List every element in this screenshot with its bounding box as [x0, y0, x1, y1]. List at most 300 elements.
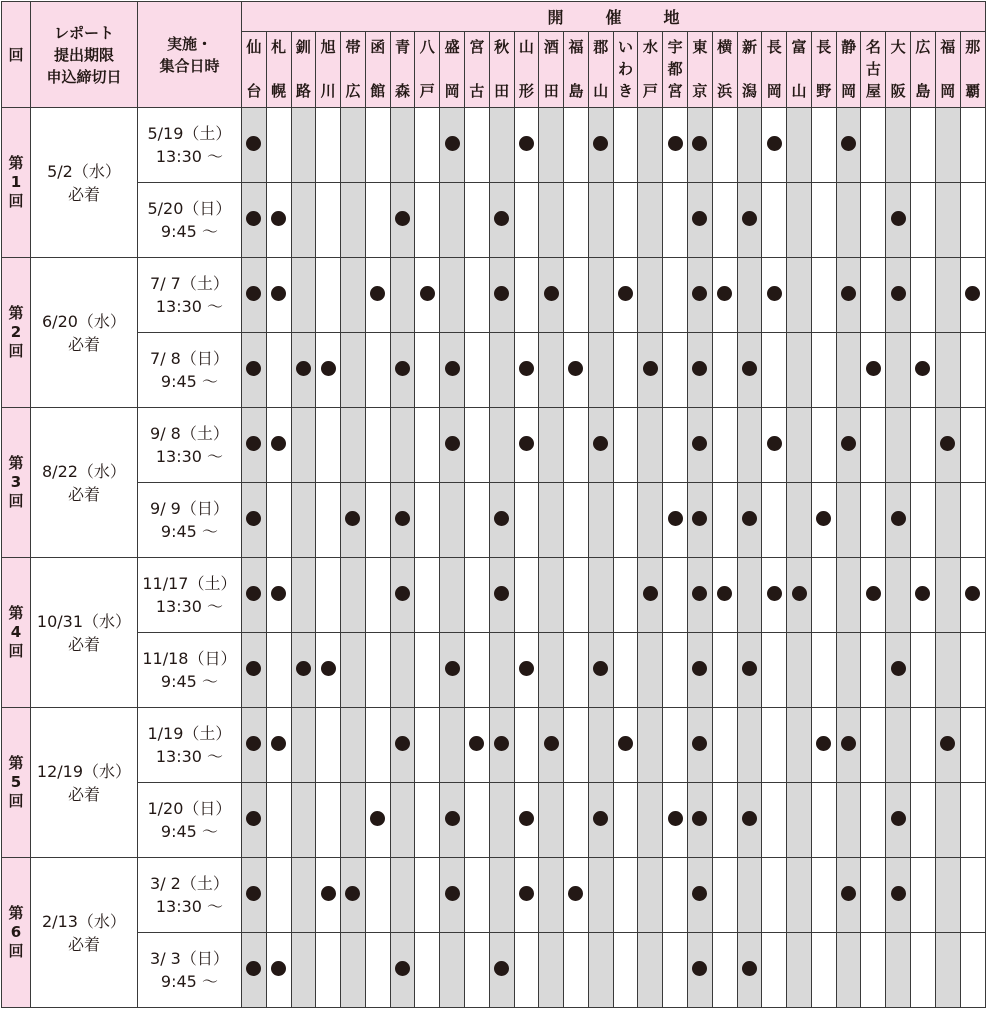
venue-cell [415, 783, 440, 858]
session-row [2, 333, 986, 408]
venue-cell [613, 783, 638, 858]
session-row [2, 108, 986, 183]
city-header [514, 32, 539, 108]
venue-cell [762, 783, 787, 858]
venue-cell [588, 483, 613, 558]
session-datetime [137, 483, 241, 558]
venue-cell [539, 633, 564, 708]
venue-cell [316, 558, 341, 633]
venue-cell [291, 483, 316, 558]
venue-dot-icon [891, 511, 906, 526]
venue-cell [935, 258, 960, 333]
venue-dot-icon [568, 361, 583, 376]
session-time: 9:45 ～ [160, 822, 218, 841]
venue-dot-icon [692, 286, 707, 301]
venue-cell [886, 483, 911, 558]
session-row [2, 258, 986, 333]
venue-cell [688, 933, 713, 1008]
session-date: 5/20（日） [147, 199, 232, 218]
venue-cell [811, 558, 836, 633]
venue-dot-icon [593, 811, 608, 826]
venue-cell [613, 108, 638, 183]
venue-cell [489, 483, 514, 558]
session-time: 13:30 ～ [155, 597, 224, 616]
session-time: 13:30 ～ [155, 747, 224, 766]
city-char: 福 [940, 38, 956, 56]
venue-cell [341, 783, 366, 858]
venue-cell [266, 408, 291, 483]
city-char: わ [618, 60, 634, 78]
venue-cell [464, 933, 489, 1008]
city-char: 島 [568, 82, 584, 100]
venue-dot-icon [395, 361, 410, 376]
venue-cell [316, 408, 341, 483]
venue-dot-icon [519, 436, 534, 451]
venue-cell [316, 633, 341, 708]
venue-cell [911, 408, 936, 483]
city-header [415, 32, 440, 108]
venue-dot-icon [593, 661, 608, 676]
city-char: 古 [469, 82, 485, 100]
venue-cell [316, 108, 341, 183]
session-time: 9:45 ～ [160, 522, 218, 541]
venue-cell [341, 708, 366, 783]
venue-cell [911, 633, 936, 708]
venue-cell [762, 333, 787, 408]
venue-dot-icon [321, 886, 336, 901]
venue-cell [241, 558, 266, 633]
venue-cell [960, 483, 985, 558]
venue-cell [613, 183, 638, 258]
venue-cell [341, 858, 366, 933]
venue-cell [514, 933, 539, 1008]
venue-cell [613, 483, 638, 558]
venue-cell [960, 333, 985, 408]
venue-cell [365, 933, 390, 1008]
venue-cell [935, 483, 960, 558]
venue-cell [613, 858, 638, 933]
session-datetime [137, 858, 241, 933]
venue-dot-icon [841, 136, 856, 151]
venue-cell [588, 783, 613, 858]
venue-cell [737, 183, 762, 258]
city-header [291, 32, 316, 108]
venue-cell [712, 783, 737, 858]
venue-dot-icon [494, 586, 509, 601]
venue-dot-icon [246, 436, 261, 451]
venue-cell [886, 858, 911, 933]
venue-cell [415, 858, 440, 933]
venue-cell [564, 558, 589, 633]
city-header [911, 32, 936, 108]
venue-dot-icon [767, 136, 782, 151]
city-char: 山 [791, 82, 807, 100]
venue-cell [811, 333, 836, 408]
venue-cell [886, 108, 911, 183]
venue-cell [861, 708, 886, 783]
venue-dot-icon [965, 286, 980, 301]
city-char: 釧 [295, 38, 311, 56]
venue-cell [911, 483, 936, 558]
venue-cell [588, 933, 613, 1008]
venue-cell [241, 408, 266, 483]
deadline-cell: 12/19（水） 必着 [30, 708, 137, 858]
venue-cell [365, 183, 390, 258]
venue-dot-icon [246, 661, 261, 676]
venue-cell [489, 633, 514, 708]
venue-cell [564, 933, 589, 1008]
venue-dot-icon [246, 886, 261, 901]
venue-cell [341, 108, 366, 183]
city-header [440, 32, 465, 108]
venue-cell [663, 783, 688, 858]
venue-cell [316, 858, 341, 933]
venue-cell [762, 183, 787, 258]
venue-cell [886, 183, 911, 258]
venue-cell [440, 258, 465, 333]
venue-cell [811, 258, 836, 333]
city-char: 森 [395, 82, 411, 100]
venue-dot-icon [246, 586, 261, 601]
venue-cell [836, 858, 861, 933]
venue-cell [291, 933, 316, 1008]
venue-cell [291, 633, 316, 708]
venue-dot-icon [395, 961, 410, 976]
venue-dot-icon [742, 661, 757, 676]
round-label: 第 1 回 [2, 108, 31, 258]
venue-cell [564, 183, 589, 258]
venue-cell [811, 708, 836, 783]
city-char: 静 [841, 38, 857, 56]
venue-dot-icon [692, 886, 707, 901]
venue-dot-icon [692, 961, 707, 976]
session-date: 3/ 2（土） [150, 874, 229, 893]
venue-dot-icon [841, 286, 856, 301]
venue-cell [787, 108, 812, 183]
venue-dot-icon [296, 661, 311, 676]
session-time: 9:45 ～ [160, 222, 218, 241]
city-header [688, 32, 713, 108]
venue-dot-icon [891, 811, 906, 826]
venue-cell [787, 858, 812, 933]
session-time: 13:30 ～ [155, 897, 224, 916]
venue-cell [762, 408, 787, 483]
venue-cell [811, 783, 836, 858]
venue-cell [638, 258, 663, 333]
venue-dot-icon [519, 661, 534, 676]
city-char: 福 [568, 38, 584, 56]
venue-dot-icon [692, 661, 707, 676]
venue-cell [737, 633, 762, 708]
venue-cell [836, 633, 861, 708]
city-char: 路 [295, 82, 311, 100]
venue-dot-icon [692, 736, 707, 751]
venue-cell [564, 108, 589, 183]
venue-dot-icon [866, 586, 881, 601]
venue-cell [341, 183, 366, 258]
venue-cell [787, 933, 812, 1008]
venue-dot-icon [891, 886, 906, 901]
venue-cell [415, 108, 440, 183]
venue-cell [861, 183, 886, 258]
venue-dot-icon [445, 886, 460, 901]
venue-cell [886, 783, 911, 858]
venue-header: 開催地 [241, 2, 985, 32]
venue-dot-icon [891, 211, 906, 226]
venue-dot-icon [395, 736, 410, 751]
venue-cell [440, 783, 465, 858]
city-header [365, 32, 390, 108]
venue-cell [415, 258, 440, 333]
session-datetime [137, 108, 241, 183]
city-char: い [618, 38, 634, 56]
session-datetime [137, 633, 241, 708]
venue-cell [861, 108, 886, 183]
session-datetime [137, 183, 241, 258]
venue-cell [836, 558, 861, 633]
city-char: 宮 [667, 82, 683, 100]
city-char: 新 [741, 38, 757, 56]
city-header [762, 32, 787, 108]
venue-cell [663, 708, 688, 783]
venue-dot-icon [246, 736, 261, 751]
venue-cell [266, 333, 291, 408]
session-date: 5/19（土） [147, 124, 232, 143]
venue-cell [613, 333, 638, 408]
venue-cell [464, 183, 489, 258]
venue-dot-icon [767, 436, 782, 451]
venue-cell [663, 633, 688, 708]
city-char: 広 [345, 82, 361, 100]
venue-cell [365, 108, 390, 183]
venue-cell [390, 783, 415, 858]
venue-cell [415, 483, 440, 558]
session-datetime [137, 933, 241, 1008]
venue-dot-icon [618, 736, 633, 751]
venue-cell [291, 183, 316, 258]
venue-cell [836, 183, 861, 258]
venue-cell [464, 783, 489, 858]
venue-dot-icon [445, 436, 460, 451]
city-char: 古 [865, 60, 881, 78]
venue-cell [712, 633, 737, 708]
venue-cell [316, 183, 341, 258]
venue-cell [514, 258, 539, 333]
venue-cell [489, 933, 514, 1008]
venue-cell [440, 333, 465, 408]
venue-cell [464, 483, 489, 558]
venue-cell [737, 108, 762, 183]
venue-cell [266, 483, 291, 558]
venue-cell [712, 183, 737, 258]
venue-dot-icon [246, 211, 261, 226]
city-char: 屋 [865, 82, 881, 100]
venue-cell [911, 783, 936, 858]
city-char: 那 [965, 38, 981, 56]
venue-cell [241, 933, 266, 1008]
venue-cell [464, 858, 489, 933]
venue-cell [886, 558, 911, 633]
city-char: 山 [518, 38, 534, 56]
venue-cell [365, 633, 390, 708]
venue-cell [266, 933, 291, 1008]
city-char: 岡 [841, 82, 857, 100]
venue-dot-icon [891, 661, 906, 676]
venue-cell [464, 633, 489, 708]
session-row [2, 933, 986, 1008]
venue-cell [935, 183, 960, 258]
venue-cell [688, 333, 713, 408]
venue-cell [638, 483, 663, 558]
venue-cell [514, 183, 539, 258]
session-row [2, 708, 986, 783]
venue-cell [762, 933, 787, 1008]
venue-cell [688, 783, 713, 858]
venue-cell [787, 333, 812, 408]
city-char: 都 [667, 60, 683, 78]
venue-cell [935, 708, 960, 783]
venue-cell [935, 633, 960, 708]
venue-cell [539, 708, 564, 783]
city-char: 旭 [320, 38, 336, 56]
city-char: 秋 [494, 38, 510, 56]
venue-dot-icon [692, 511, 707, 526]
venue-cell [440, 858, 465, 933]
venue-cell [464, 408, 489, 483]
venue-cell [291, 408, 316, 483]
session-header: 実施・ 集合日時 [137, 2, 241, 108]
venue-cell [539, 783, 564, 858]
city-char: 宮 [469, 38, 485, 56]
venue-cell [390, 333, 415, 408]
venue-cell [811, 408, 836, 483]
venue-cell [440, 183, 465, 258]
venue-cell [688, 708, 713, 783]
venue-dot-icon [866, 361, 881, 376]
venue-cell [787, 783, 812, 858]
city-header [266, 32, 291, 108]
venue-dot-icon [445, 661, 460, 676]
venue-cell [539, 858, 564, 933]
round-label: 第 3 回 [2, 408, 31, 558]
venue-cell [911, 108, 936, 183]
city-char: 青 [395, 38, 411, 56]
venue-dot-icon [271, 736, 286, 751]
city-char: 水 [642, 38, 658, 56]
venue-dot-icon [915, 586, 930, 601]
venue-cell [564, 258, 589, 333]
venue-cell [266, 783, 291, 858]
venue-cell [266, 258, 291, 333]
city-char: 宇 [667, 38, 683, 56]
venue-cell [638, 108, 663, 183]
venue-cell [886, 258, 911, 333]
venue-cell [935, 408, 960, 483]
deadline-cell: 10/31（水） 必着 [30, 558, 137, 708]
session-date: 9/ 9（日） [150, 499, 229, 518]
venue-dot-icon [940, 736, 955, 751]
city-char: 山 [593, 82, 609, 100]
venue-cell [390, 708, 415, 783]
venue-dot-icon [742, 361, 757, 376]
venue-cell [539, 183, 564, 258]
venue-cell [241, 183, 266, 258]
venue-cell [464, 108, 489, 183]
city-header [935, 32, 960, 108]
venue-cell [489, 783, 514, 858]
venue-cell [787, 708, 812, 783]
session-time: 13:30 ～ [155, 447, 224, 466]
venue-cell [663, 483, 688, 558]
venue-cell [588, 558, 613, 633]
venue-cell [489, 108, 514, 183]
venue-cell [836, 108, 861, 183]
venue-cell [316, 933, 341, 1008]
venue-dot-icon [742, 811, 757, 826]
venue-cell [588, 183, 613, 258]
venue-cell [291, 258, 316, 333]
venue-dot-icon [271, 961, 286, 976]
city-header [737, 32, 762, 108]
venue-dot-icon [692, 136, 707, 151]
venue-dot-icon [271, 211, 286, 226]
session-time: 9:45 ～ [160, 972, 218, 991]
venue-dot-icon [494, 961, 509, 976]
city-char: 岡 [940, 82, 956, 100]
venue-cell [514, 333, 539, 408]
venue-cell [960, 558, 985, 633]
city-header [663, 32, 688, 108]
venue-cell [390, 558, 415, 633]
venue-cell [588, 108, 613, 183]
venue-cell [762, 633, 787, 708]
venue-cell [688, 183, 713, 258]
venue-cell [688, 633, 713, 708]
venue-cell [688, 108, 713, 183]
venue-cell [663, 558, 688, 633]
venue-cell [836, 408, 861, 483]
city-char: 潟 [741, 82, 757, 100]
venue-cell [911, 933, 936, 1008]
venue-cell [712, 558, 737, 633]
venue-cell [539, 333, 564, 408]
venue-cell [464, 708, 489, 783]
venue-cell [861, 933, 886, 1008]
session-time: 13:30 ～ [155, 147, 224, 166]
venue-cell [811, 633, 836, 708]
venue-dot-icon [891, 286, 906, 301]
venue-dot-icon [717, 286, 732, 301]
venue-cell [539, 408, 564, 483]
venue-cell [564, 408, 589, 483]
venue-dot-icon [395, 211, 410, 226]
venue-dot-icon [494, 511, 509, 526]
city-header [960, 32, 985, 108]
venue-cell [341, 558, 366, 633]
venue-cell [960, 408, 985, 483]
venue-cell [861, 858, 886, 933]
venue-cell [588, 333, 613, 408]
venue-cell [464, 333, 489, 408]
venue-cell [266, 708, 291, 783]
venue-cell [241, 783, 266, 858]
venue-cell [836, 483, 861, 558]
venue-cell [663, 858, 688, 933]
session-datetime [137, 408, 241, 483]
venue-cell [241, 333, 266, 408]
deadline-cell: 6/20（水） 必着 [30, 258, 137, 408]
session-time: 9:45 ～ [160, 372, 218, 391]
